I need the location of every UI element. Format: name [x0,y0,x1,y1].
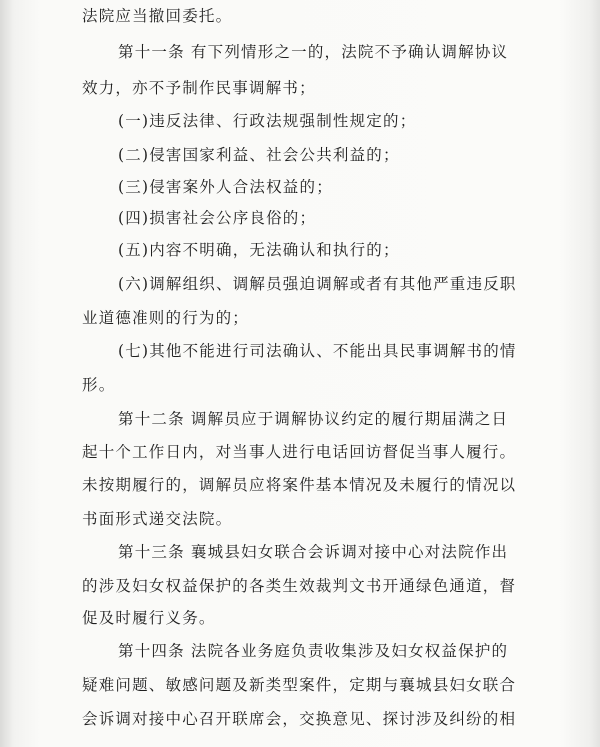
list-item: (二)侵害国家利益、社会公共利益的； [118,146,400,164]
article-12-heading-line: 第十二条 调解员应于调解协议约定的履行期届满之日 [118,410,509,428]
list-item: (六)调解组织、调解员强迫调解或者有其他严重违反职 [118,275,517,293]
text-line: 起十个工作日内，对当事人进行电话回访督促当事人履行。 [82,443,517,461]
list-item: (一)违反法律、行政法规强制性规定的； [118,112,417,130]
text-line: 未按期履行的，调解员应将案件基本情况及未履行的情况以 [82,476,517,494]
text-line: 书面形式递交法院。 [82,510,233,528]
text-line: 法院应当撤回委托。 [82,7,233,25]
list-item: (三)侵害案外人合法权益的； [118,178,333,196]
list-item: (五)内容不明确，无法确认和执行的； [118,241,400,259]
list-item: (七)其他不能进行司法确认、不能出具民事调解书的情 [118,342,517,360]
text-line: 业道德准则的行为的； [82,309,250,327]
text-line: 会诉调对接中心召开联席会，交换意见、探讨涉及纠纷的相 [82,710,517,728]
article-13-heading-line: 第十三条 襄城县妇女联合会诉调对接中心对法院作出 [118,543,509,561]
text-line: 的涉及妇女权益保护的各类生效裁判文书开通绿色通道，督 [82,577,517,595]
text-line: 疑难问题、敏感问题及新类型案件，定期与襄城县妇女联合 [82,676,517,694]
text-line: 效力，亦不予制作民事调解书； [82,79,316,97]
text-line: 形。 [82,376,116,394]
article-14-heading-line: 第十四条 法院各业务庭负责收集涉及妇女权益保护的 [118,642,509,660]
article-11-heading-line: 第十一条 有下列情形之一的，法院不予确认调解协议 [118,43,509,61]
list-item: (四)损害社会公序良俗的； [118,209,317,227]
text-line: 促及时履行义务。 [82,609,216,627]
